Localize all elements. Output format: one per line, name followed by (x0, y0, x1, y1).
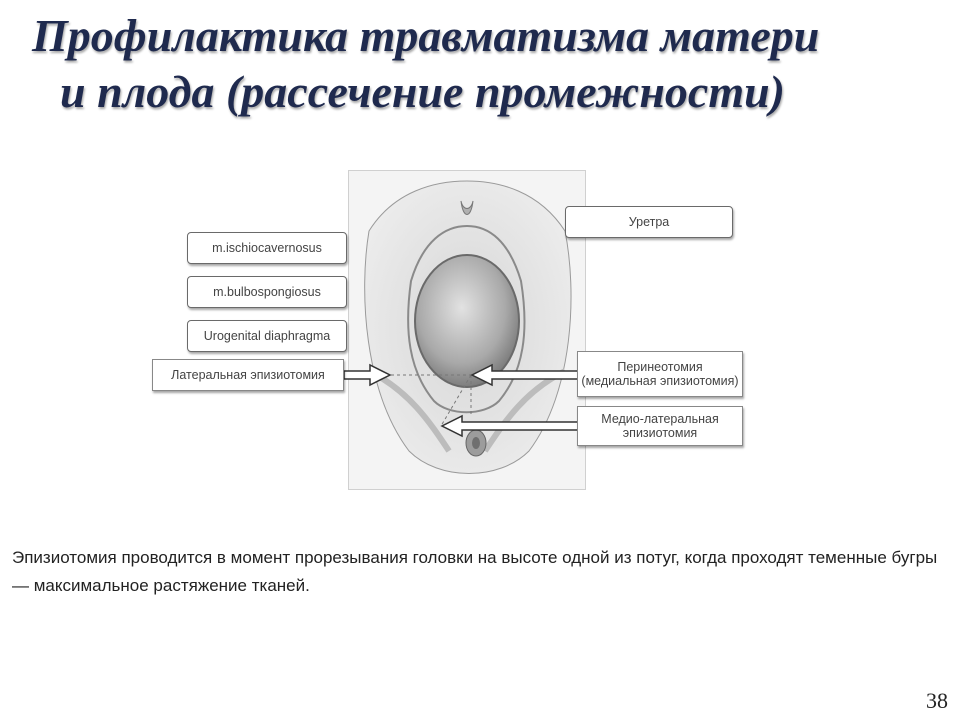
label-perineotomy (577, 351, 743, 397)
label-ischiocavernosus: m.ischiocavernosus (187, 232, 347, 264)
title-line-2: и плода (рассечение промежности) (60, 66, 785, 117)
perineotomy-line-1: Перинеотомия (617, 360, 703, 374)
slide-title (0, 8, 960, 120)
page-number: 38 (926, 688, 948, 713)
arrow-lateral (344, 365, 390, 385)
label-urethra: Уретра (565, 206, 733, 238)
mediolateral-line-2: эпизиотомия (622, 426, 698, 440)
arrow-perineotomy (472, 365, 578, 385)
label-mediolateral-episiotomy (577, 406, 743, 446)
label-bulbospongiosus: m.bulbospongiosus (187, 276, 347, 308)
mediolateral-line-1: Медио-латеральная (601, 412, 719, 426)
title-line-1: Профилактика травматизма матери (32, 10, 820, 61)
perineotomy-line-2: (медиальная эпизиотомия) (581, 374, 739, 388)
arrow-mediolateral (442, 416, 578, 436)
episiotomy-figure (150, 170, 750, 490)
body-text: Эпизиотомия проводится в момент прорезывания головки на высоте одной из потуг, когда проходят теменные бугры — максимальное растяжение тканей. (12, 548, 938, 595)
label-urogenital-diaphragma: Urogenital diaphragma (187, 320, 347, 352)
label-lateral-episiotomy: Латеральная эпизиотомия (152, 359, 344, 391)
